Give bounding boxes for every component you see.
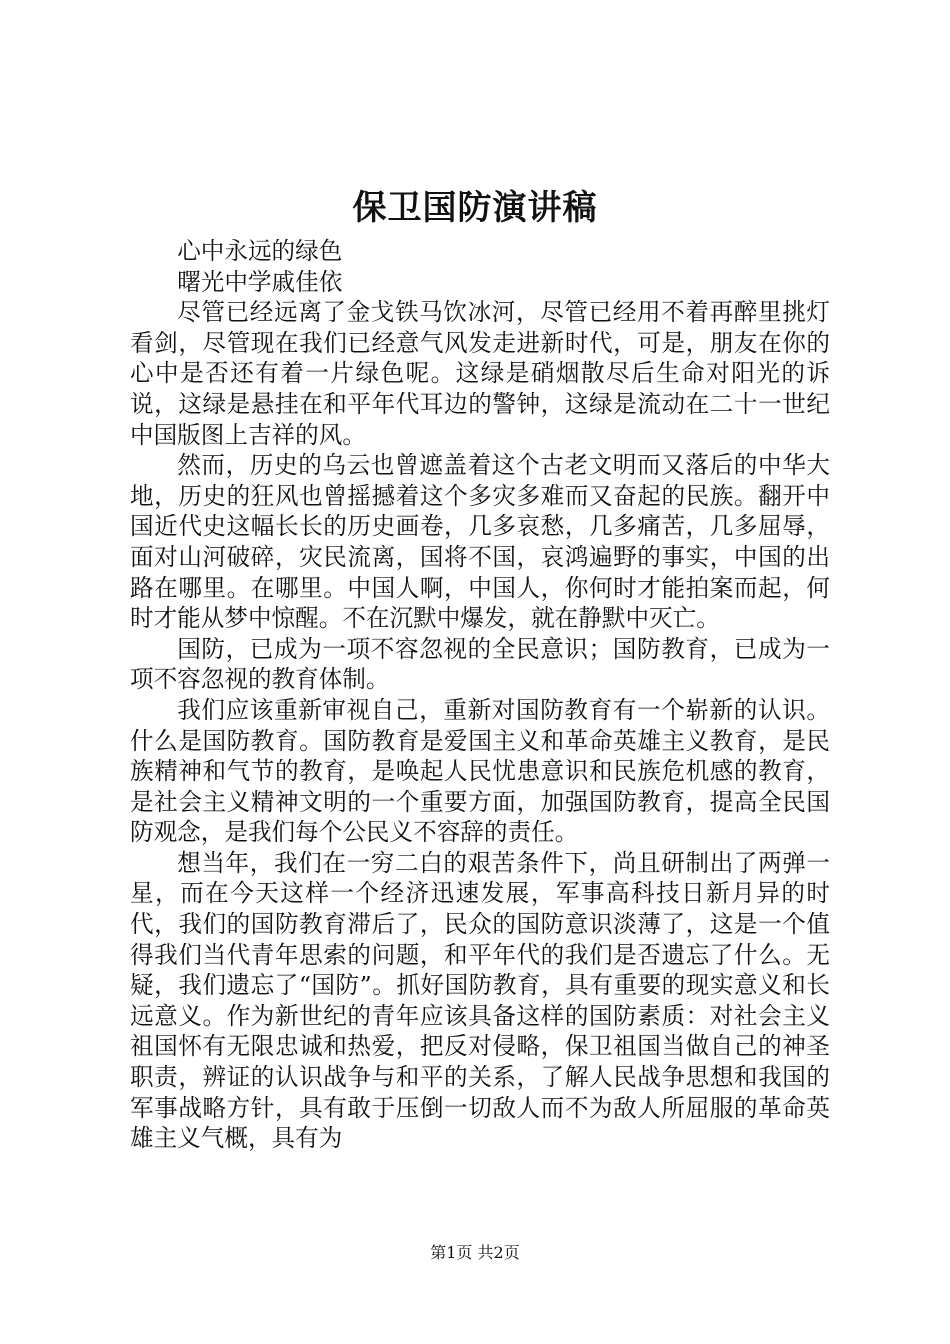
page-footer: 第1页 共2页 xyxy=(430,1243,520,1262)
document-title: 保卫国防演讲稿 xyxy=(352,188,598,228)
body-paragraph: 国防，已成为一项不容忽视的全民意识；国防教育，已成为一项不容忽视的教育体制。 xyxy=(130,634,830,694)
body-paragraph: 尽管已经远离了金戈铁马饮冰河，尽管已经用不着再醉里挑灯看剑，尽管现在我们已经意气风发走进新时代，可是，朋友在你的心中是否还有着一片绿色呢。这绿是硝烟散尽后生命对阳光的诉说，这绿是悬挂在和平年代耳边的警钟，这绿是流动在二十一世纪中国版图上吉祥的风。 xyxy=(130,298,830,449)
author-paragraph: 曙光中学戚佳依 xyxy=(177,267,343,296)
body-paragraph: 想当年，我们在一穷二白的艰苦条件下，尚且研制出了两弹一星，而在今天这样一个经济迅速发展，军事高科技日新月异的时代，我们的国防教育滞后了，民众的国防意识淡薄了，这是一个值得我们当代青年思索的问题，和平年代的我们是否遗忘了什么。无疑，我们遗忘了“国防”。抓好国防教育，具有重要的现实意义和长远意义。作为新世纪的青年应该具备这样的国防素质：对社会主义祖国怀有无限忠诚和热爱，把反对侵略，保卫祖国当做自己的神圣职责，辨证的认识战争与和平的关系，了解人民战争思想和我国的军事战略方针，具有敢于压倒一切敌人而不为敌人所屈服的革命英雄主义气概，具有为 xyxy=(130,848,830,1153)
body-paragraph: 然而，历史的乌云也曾遮盖着这个古老文明而又落后的中华大地，历史的狂风也曾摇撼着这个多灾多难而又奋起的民族。翻开中国近代史这幅长长的历史画卷，几多哀愁，几多痛苦，几多屈辱，面对山河破碎，灾民流离，国将不国，哀鸿遍野的事实，中国的出路在哪里。在哪里。中国人啊，中国人，你何时才能拍案而起，何时才能从梦中惊醒。不在沉默中爆发，就在静默中灭亡。 xyxy=(130,451,830,633)
document-body xyxy=(130,236,830,1154)
subtitle-paragraph: 心中永远的绿色 xyxy=(177,237,343,265)
body-paragraph: 我们应该重新审视自己，重新对国防教育有一个崭新的认识。什么是国防教育。国防教育是爱国主义和革命英雄主义教育，是民族精神和气节的教育，是唤起人民忧患意识和民族危机感的教育，是社会主义精神文明的一个重要方面，加强国防教育，提高全民国防观念，是我们每个公民义不容辞的责任。 xyxy=(130,695,830,847)
